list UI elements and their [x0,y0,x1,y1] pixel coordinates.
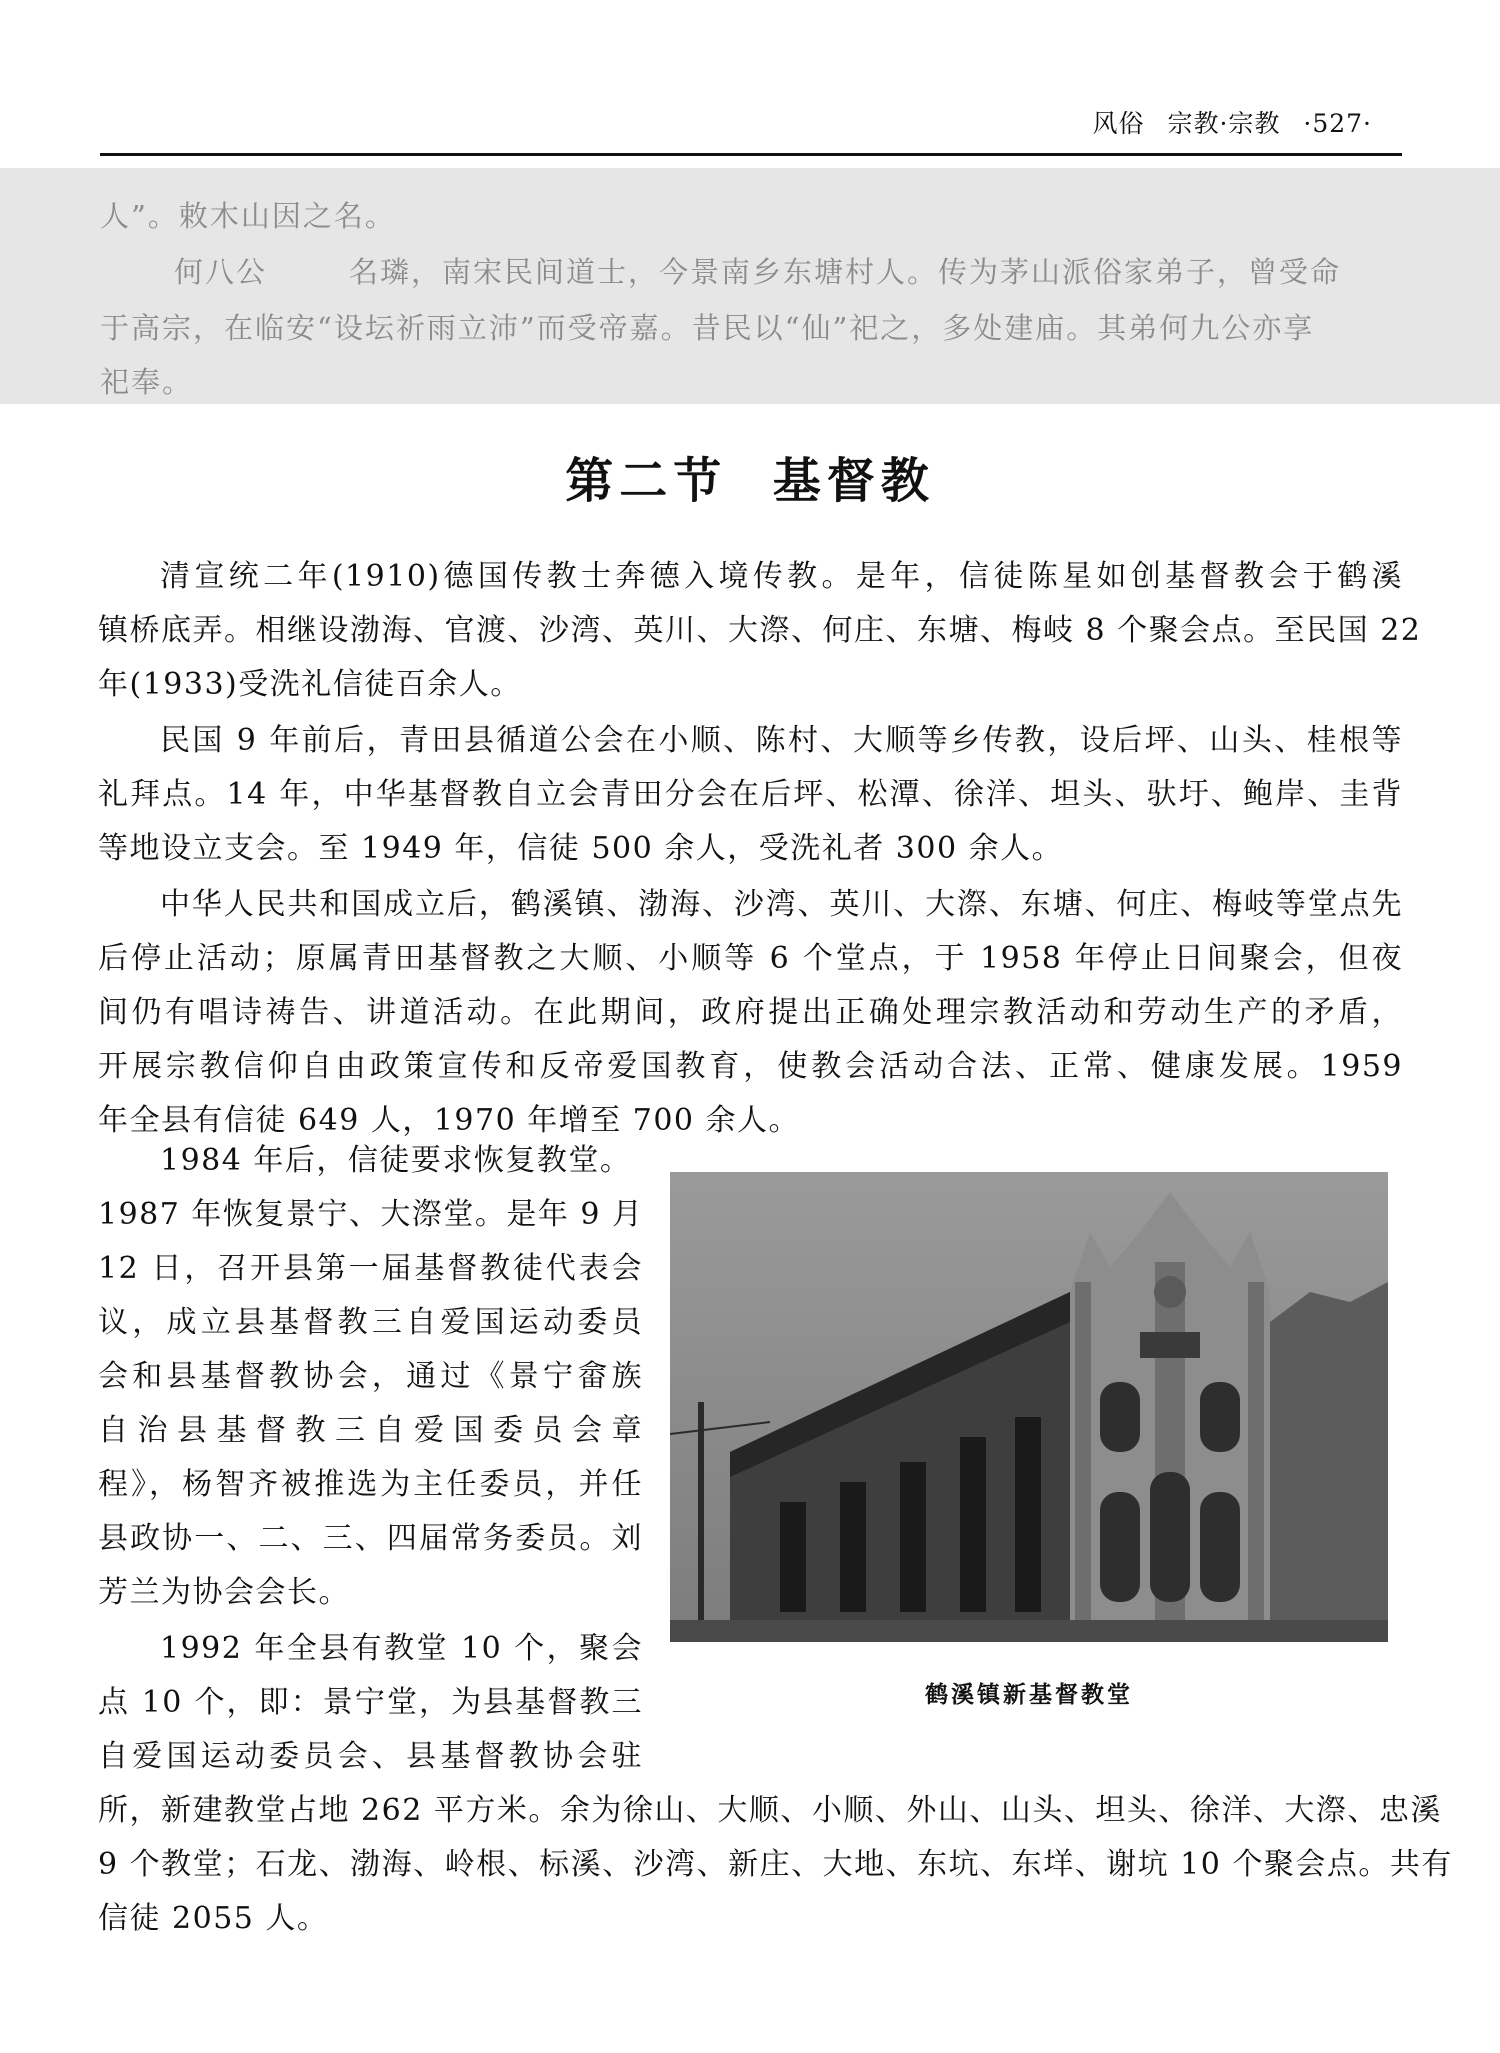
church-photo-image [670,1172,1388,1642]
section-title: 第二节 基督教 [565,453,935,509]
paragraph-1-line: 清宣统二年(1910)德国传教士奔德入境传教。是年，信徒陈星如创基督教会于鹤溪 [160,559,1403,594]
paragraph-5-line: 信徒 2055 人。 [98,1901,329,1936]
paragraph-5-line: 9 个教堂；石龙、渤海、岭根、标溪、沙湾、新庄、大地、东坑、东垟、谢坑 10 个聚会点。共有 [98,1847,1453,1882]
faded-line-2-text: 名璘，南宋民间道士，今景南乡东塘村人。传为茅山派俗家弟子，曾受命 [349,255,1342,289]
header-text [1079,104,1373,140]
paragraph-3-line: 开展宗教信仰自由政策宣传和反帝爱国教育，使教会活动合法、正常、健康发展。1959 [98,1049,1403,1084]
paragraph-3-line: 中华人民共和国成立后，鹤溪镇、渤海、沙湾、英川、大漈、东塘、何庄、梅岐等堂点先 [160,887,1403,922]
paragraph-4-line: 1984 年后，信徒要求恢复教堂。 [160,1143,632,1178]
header-rule [100,153,1402,156]
paragraph-4-line: 1987 年恢复景宁、大漈堂。是年 9 月 [98,1197,644,1232]
faded-line-3: 于高宗，在临安“设坛祈雨立沛”而受帝嘉。昔民以“仙”祀之，多处建庙。其弟何九公亦享 [100,311,1315,345]
page-number: ·527· [1303,109,1372,138]
faded-line-2 [100,250,1400,291]
paragraph-4-line: 议，成立县基督教三自爱国运动委员 [98,1305,643,1340]
paragraph-5-line: 1992 年全县有教堂 10 个，聚会 [160,1631,643,1666]
paragraph-4-line: 会和县基督教协会，通过《景宁畲族 [98,1359,643,1394]
paragraph-3-line: 间仍有唱诗祷告、讲道活动。在此期间，政府提出正确处理宗教活动和劳动生产的矛盾， [98,995,1403,1030]
photo-caption: 鹤溪镇新基督教堂 [925,1681,1133,1708]
paragraph-4-line: 县政协一、二、三、四届常务委员。刘 [98,1521,643,1556]
church-photo [670,1172,1388,1642]
paragraph-4-line: 12 日，召开县第一届基督教徒代表会 [98,1251,643,1286]
paragraph-1-line: 镇桥底弄。相继设渤海、官渡、沙湾、英川、大漈、何庄、东塘、梅岐 8 个聚会点。至民国 22 [98,613,1422,648]
header-section-a: 风俗 [1092,109,1145,138]
paragraph-4-line: 程》，杨智齐被推选为主任委员，并任 [98,1467,643,1502]
running-header [100,100,1402,156]
paragraph-5-line: 点 10 个，即：景宁堂，为县基督教三 [98,1685,643,1720]
paragraph-5-line: 自爱国运动委员会、县基督教协会驻 [98,1739,643,1774]
paragraph-2-line: 民国 9 年前后，青田县循道公会在小顺、陈村、大顺等乡传教，设后坪、山头、桂根等 [160,723,1403,758]
paragraph-1-line: 年(1933)受洗礼信徒百余人。 [98,667,522,702]
faded-line-4: 祀奉。 [100,365,194,399]
faded-previous-text [0,168,1500,404]
paragraph-5-line: 所，新建教堂占地 262 平方米。余为徐山、大顺、小顺、外山、山头、坦头、徐洋、大漈、忠溪 [98,1793,1442,1828]
header-section-b: 宗教·宗教 [1167,109,1281,138]
faded-entry-name: 何八公 [174,255,268,289]
paragraph-4-line: 芳兰为协会会长。 [98,1575,350,1610]
paragraph-2-line: 等地设立支会。至 1949 年，信徒 500 余人，受洗礼者 300 余人。 [98,831,1064,866]
paragraph-4-line: 自治县基督教三自爱国委员会章 [98,1413,643,1448]
paragraph-2-line: 礼拜点。14 年，中华基督教自立会青田分会在后坪、松潭、徐洋、坦头、驮圩、鲍岸、圭背 [98,777,1403,812]
faded-line-1: 人”。敕木山因之名。 [100,199,396,233]
paragraph-3-line: 后停止活动；原属青田基督教之大顺、小顺等 6 个堂点，于 1958 年停止日间聚会，但夜 [98,941,1403,976]
paragraph-3-line: 年全县有信徒 649 人，1970 年增至 700 余人。 [98,1103,801,1138]
